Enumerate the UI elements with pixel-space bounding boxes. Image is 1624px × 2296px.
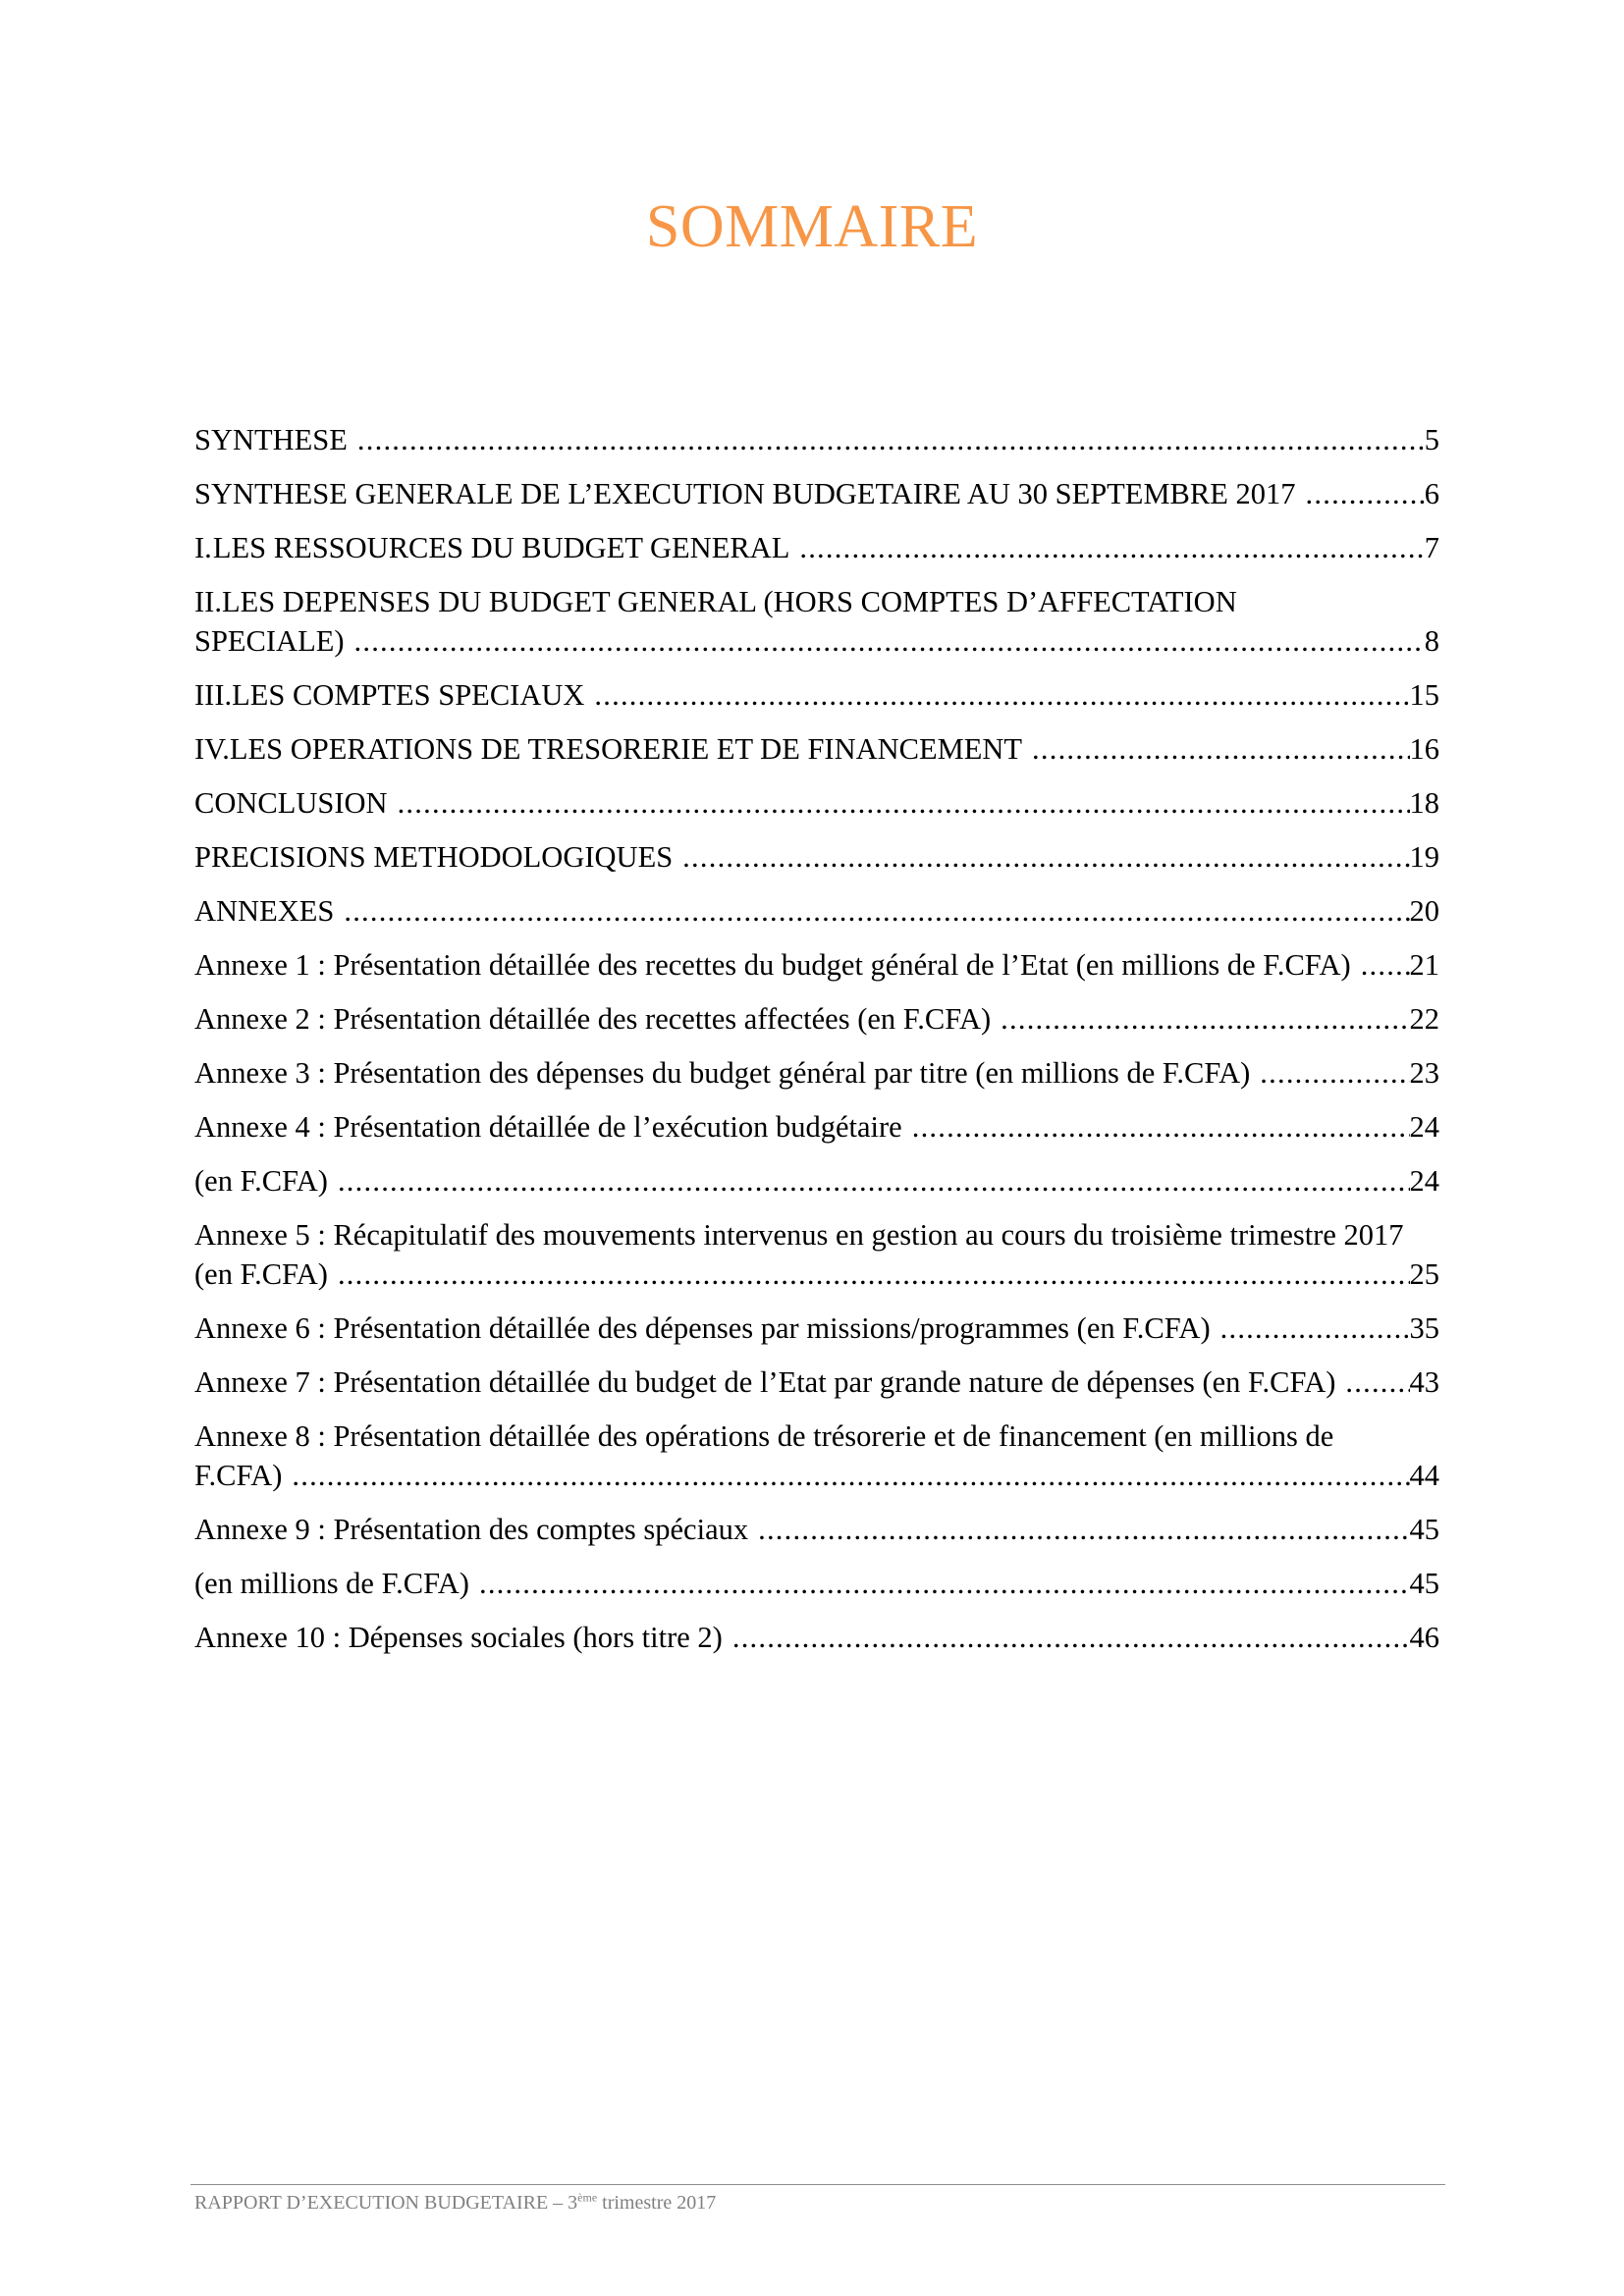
toc-entry-label: SYNTHESE GENERALE DE L’EXECUTION BUDGETAIRE AU 30 SEPTEMBRE 2017 <box>194 477 1296 510</box>
toc-leader-dots <box>348 420 1425 459</box>
toc-entry-label: PRECISIONS METHODOLOGIQUES <box>194 840 674 874</box>
toc-entry-label: (en F.CFA) <box>194 1164 328 1198</box>
toc-entry-page: 20 <box>1409 894 1439 928</box>
toc-entry-label: Annexe 4 : Présentation détaillée de l’exécution budgétaire <box>194 1110 902 1144</box>
toc-entry-page: 24 <box>1409 1110 1439 1144</box>
toc-entry-label: LES DEPENSES DU BUDGET GENERAL (HORS COMPTES D’AFFECTATION <box>221 585 1237 618</box>
toc-entry-page: 46 <box>1409 1621 1439 1654</box>
toc-entry-annexe-7[interactable] <box>194 1362 1439 1402</box>
toc-leader-dots <box>584 675 1409 715</box>
toc-entry-label: SYNTHESE <box>194 423 348 456</box>
toc-entry-depenses[interactable] <box>194 582 1439 661</box>
toc-entry-page: 21 <box>1409 948 1439 982</box>
toc-entry-page: 7 <box>1424 531 1439 564</box>
toc-entry-label: ANNEXES <box>194 894 335 928</box>
toc-entry-label: Annexe 8 : Présentation détaillée des opérations de trésorerie et de financement (en millions de <box>194 1419 1334 1453</box>
toc-entry-label-continued: (en F.CFA) <box>194 1257 328 1291</box>
toc-entry-label: Annexe 3 : Présentation des dépenses du budget général par titre (en millions de F.CFA) <box>194 1056 1251 1090</box>
toc-leader-dots <box>334 891 1409 931</box>
toc-entry-annexe-5[interactable] <box>194 1215 1439 1294</box>
toc-entry-precisions[interactable] <box>194 837 1439 877</box>
toc-leader-dots <box>469 1564 1410 1603</box>
toc-entry-annexe-1[interactable] <box>194 945 1439 985</box>
toc-entry-page: 25 <box>1409 1257 1439 1291</box>
toc-entry-annexe-9-unit[interactable] <box>194 1564 1439 1603</box>
toc-leader-dots <box>1250 1053 1409 1093</box>
toc-entry-label: Annexe 5 : Récapitulatif des mouvements intervenus en gestion au cours du troisième trimestre 2017 <box>194 1218 1404 1252</box>
toc-entry-operations-tresorerie[interactable] <box>194 729 1439 769</box>
footer-superscript: ème <box>577 2190 598 2205</box>
footer-rule <box>190 2184 1445 2185</box>
toc-leader-dots <box>1211 1308 1410 1348</box>
toc-entry-annexe-2[interactable] <box>194 999 1439 1039</box>
toc-leader-dots <box>345 621 1425 661</box>
page-title: SOMMAIRE <box>645 193 979 260</box>
toc-leader-dots <box>282 1456 1409 1495</box>
toc-leader-dots <box>388 783 1410 823</box>
toc-entry-label: Annexe 2 : Présentation détaillée des recettes affectées (en F.CFA) <box>194 1002 992 1036</box>
toc-entry-page: 22 <box>1409 1002 1439 1036</box>
toc-entry-label: LES COMPTES SPECIAUX <box>232 678 585 712</box>
footer-prefix: RAPPORT D’EXECUTION BUDGETAIRE – 3 <box>194 2192 578 2214</box>
toc-entry-comptes-speciaux[interactable] <box>194 675 1439 715</box>
toc-leader-dots <box>328 1161 1410 1201</box>
toc-entry-page: 45 <box>1409 1567 1439 1600</box>
toc-entry-annexe-8[interactable] <box>194 1416 1439 1495</box>
toc-entry-number: I. <box>194 531 212 564</box>
footer-suffix: trimestre 2017 <box>597 2192 717 2214</box>
toc-leader-dots <box>328 1255 1410 1294</box>
toc-entry-annexe-4[interactable] <box>194 1107 1439 1147</box>
toc-leader-dots <box>673 837 1409 877</box>
toc-entry-label-continued: F.CFA) <box>194 1459 283 1492</box>
table-of-contents <box>194 420 1439 1672</box>
toc-entry-page: 45 <box>1409 1513 1439 1546</box>
toc-entry-number: IV. <box>194 732 230 766</box>
toc-leader-dots <box>723 1618 1410 1657</box>
toc-entry-page: 19 <box>1409 840 1439 874</box>
toc-entry-annexe-6[interactable] <box>194 1308 1439 1348</box>
toc-leader-dots <box>1335 1362 1409 1402</box>
toc-leader-dots <box>991 999 1409 1039</box>
toc-leader-dots <box>748 1510 1409 1549</box>
toc-entry-number: III. <box>194 678 233 712</box>
toc-entry-page: 8 <box>1424 624 1439 658</box>
toc-leader-dots <box>1022 729 1409 769</box>
toc-entry-page: 23 <box>1409 1056 1439 1090</box>
toc-entry-annexe-9[interactable] <box>194 1510 1439 1549</box>
toc-leader-dots <box>789 528 1424 567</box>
toc-entry-page: 24 <box>1409 1164 1439 1198</box>
toc-leader-dots <box>902 1107 1410 1147</box>
toc-entry-label: Annexe 6 : Présentation détaillée des dépenses par missions/programmes (en F.CFA) <box>194 1311 1211 1345</box>
toc-entry-synthese[interactable] <box>194 420 1439 459</box>
toc-entry-annexes[interactable] <box>194 891 1439 931</box>
toc-entry-label: Annexe 7 : Présentation détaillée du budget de l’Etat par grande nature de dépenses (en F.CFA) <box>194 1365 1336 1399</box>
toc-entry-label-continued: SPECIALE) <box>194 624 345 658</box>
toc-entry-label: Annexe 1 : Présentation détaillée des recettes du budget général de l’Etat (en millions de F.CFA) <box>194 948 1351 982</box>
toc-entry-page: 16 <box>1409 732 1439 766</box>
toc-entry-label: Annexe 9 : Présentation des comptes spéciaux <box>194 1513 749 1546</box>
toc-entry-conclusion[interactable] <box>194 783 1439 823</box>
toc-entry-annexe-4-unit[interactable] <box>194 1161 1439 1201</box>
toc-entry-page: 43 <box>1409 1365 1439 1399</box>
toc-leader-dots <box>1296 474 1425 513</box>
toc-entry-label: CONCLUSION <box>194 786 388 820</box>
toc-entry-page: 5 <box>1424 423 1439 456</box>
toc-entry-label: (en millions de F.CFA) <box>194 1567 469 1600</box>
toc-entry-label: Annexe 10 : Dépenses sociales (hors titre 2) <box>194 1621 723 1654</box>
toc-leader-dots <box>1351 945 1410 985</box>
toc-entry-page: 44 <box>1409 1459 1439 1492</box>
toc-entry-number: II. <box>194 585 222 618</box>
toc-entry-page: 35 <box>1409 1311 1439 1345</box>
toc-entry-page: 6 <box>1424 477 1439 510</box>
toc-entry-synthese-generale[interactable] <box>194 474 1439 513</box>
toc-entry-ressources[interactable] <box>194 528 1439 567</box>
toc-entry-annexe-3[interactable] <box>194 1053 1439 1093</box>
toc-entry-annexe-10[interactable] <box>194 1618 1439 1657</box>
toc-entry-label: LES RESSOURCES DU BUDGET GENERAL <box>212 531 790 564</box>
toc-entry-page: 18 <box>1409 786 1439 820</box>
page-footer <box>194 2192 716 2215</box>
toc-entry-label: LES OPERATIONS DE TRESORERIE ET DE FINANCEMENT <box>229 732 1023 766</box>
toc-entry-page: 15 <box>1409 678 1439 712</box>
